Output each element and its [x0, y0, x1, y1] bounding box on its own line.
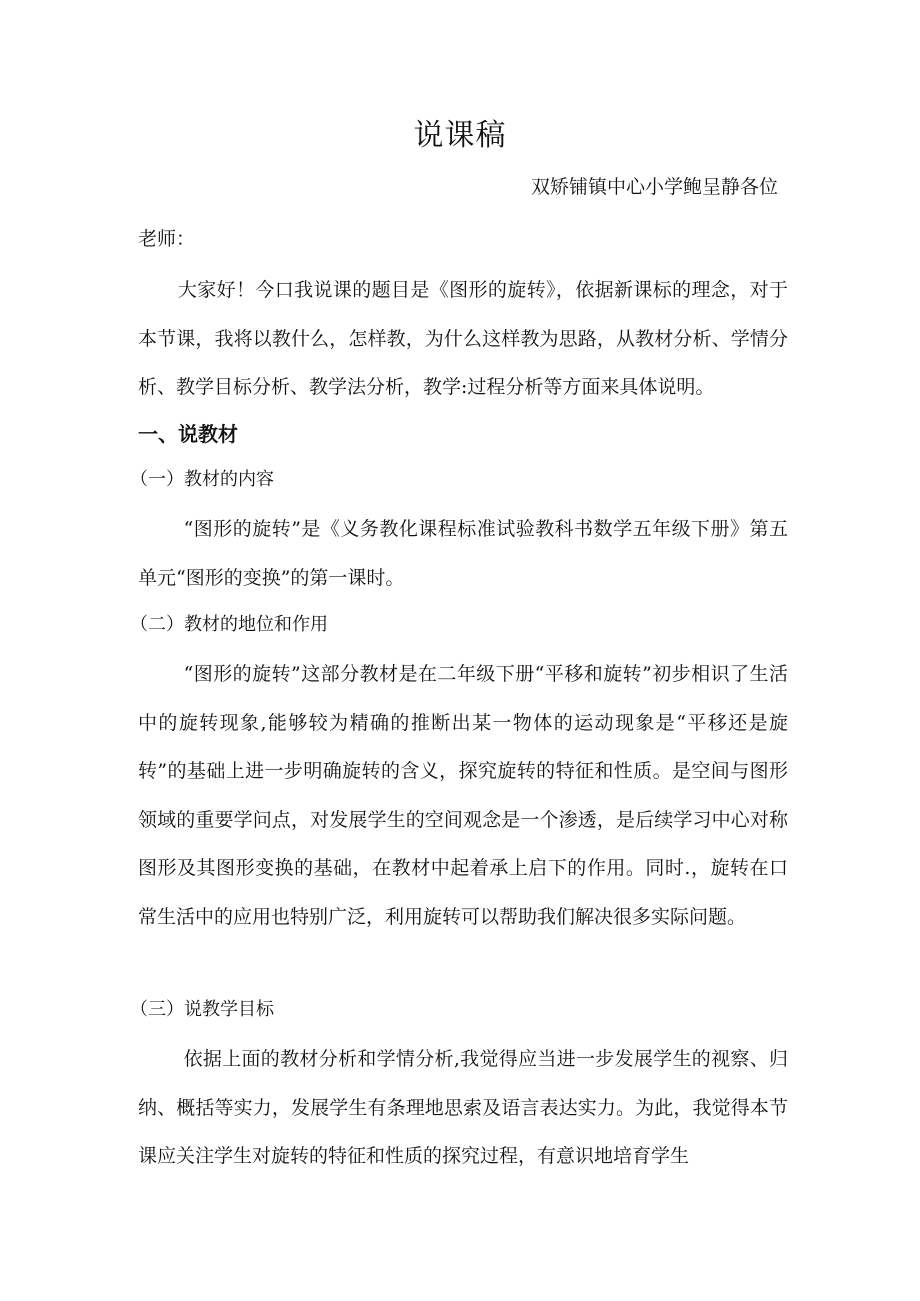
author-line: 双矫铺镇中心小学鲍呈静各位 — [530, 176, 778, 198]
paragraph-material-content: “图形的旋转”是《义务教化课程标准试验教科书数学五年级下册》第五单元“图形的变换”的第一课时。 — [138, 518, 788, 589]
subheading-material-role: （二）教材的地位和作用 — [130, 614, 328, 635]
paragraph-material-role: “图形的旋转”这部分教材是在二年级下册“平移和旋转”初步相识了生活中的旋转现象,能够较为精确的推断出某一物体的运动现象是“平移还是旋转”的基础上进一步明确旋转的含义，探究旋转的特征和性质。是空间与图形领域的重要学问点，对发展学生的空间观念是一个渗透，是后续学习中心对称图形及其图形变换的基础，在教材中起着承上启下的作用。同时.，旋转在口常生活中的应用也特别广泛，利用旋转可以帮助我们解决很多实际问题。 — [138, 663, 788, 928]
subheading-material-content: （一）教材的内容 — [130, 469, 274, 490]
salutation: 老师： — [138, 228, 196, 250]
intro-paragraph: 大家好！今口我说课的题目是《图形的旋转》，依据新课标的理念，对于本节课，我将以教什么，怎样教，为什么这样教为思路，从教材分析、学情分析、教学目标分析、教学法分析，教学:过程分析等方面来具体说明。 — [138, 279, 788, 398]
section-heading-teaching-material: 一、说教材 — [138, 422, 238, 446]
document-title: 说课稿 — [413, 118, 507, 153]
subheading-teaching-goals: （三）说教学目标 — [130, 999, 274, 1020]
paragraph-teaching-goals: 依据上面的教材分析和学情分析,我觉得应当进一步发展学生的视察、归纳、概括等实力，发展学生有条理地思索及语言表达实力。为此，我觉得本节课应关注学生对旋转的特征和性质的探究过程，有意识地培育学生 — [138, 1048, 788, 1167]
